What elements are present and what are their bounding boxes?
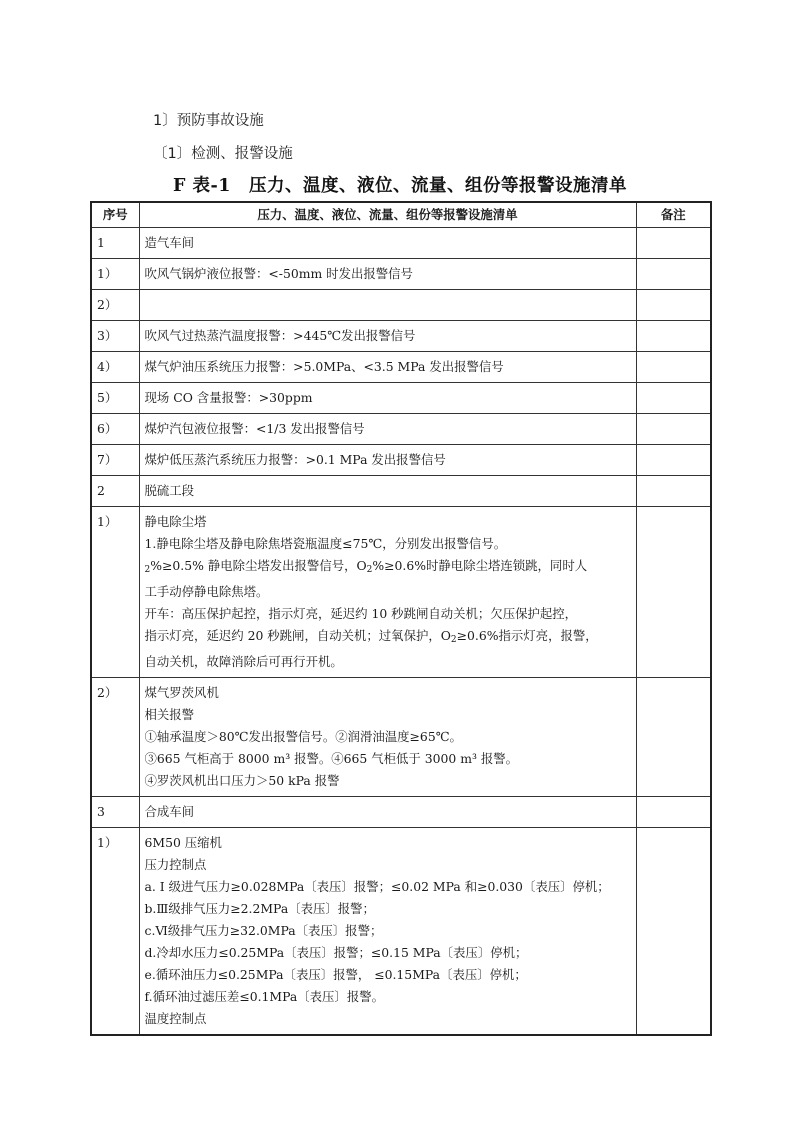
content-line: 煤炉汽包液位报警：<1/3 发出报警信号 bbox=[144, 421, 365, 436]
row-content bbox=[139, 678, 636, 797]
table-row bbox=[91, 678, 711, 797]
table-row bbox=[91, 228, 711, 259]
content-line: 工手动停静电除焦塔。 bbox=[144, 584, 269, 599]
table-row bbox=[91, 445, 711, 476]
table-row bbox=[91, 507, 711, 678]
content-text: ≥0.6%指示灯亮，报警， bbox=[456, 628, 598, 643]
header-no: 序号 bbox=[91, 202, 139, 228]
row-content bbox=[139, 445, 636, 476]
row-remarks bbox=[636, 290, 711, 321]
row-remarks bbox=[636, 228, 711, 259]
content-line: ①轴承温度＞80℃发出报警信号。②润滑油温度≥65℃。 bbox=[144, 729, 462, 744]
content-line: 吹风气锅炉液位报警：<-50mm 时发出报警信号 bbox=[144, 266, 413, 281]
row-number: 3） bbox=[91, 321, 139, 352]
table-row bbox=[91, 414, 711, 445]
content-line: 1.静电除尘塔及静电除焦塔瓷瓶温度≤75℃，分别发出报警信号。 bbox=[144, 536, 507, 551]
content-line: 自动关机，故障消除后可再行开机。 bbox=[144, 654, 343, 669]
content-line: ④罗茨风机出口压力＞50 kPa 报警 bbox=[144, 773, 340, 788]
content-line: 6M50 压缩机 bbox=[144, 835, 222, 850]
content-line: 现场 CO 含量报警：>30ppm bbox=[144, 390, 313, 405]
content-text: %≥0.5% 静电除尘塔发出报警信号，O bbox=[150, 558, 367, 573]
subscript: 2 bbox=[144, 565, 151, 575]
content-line: 相关报警 bbox=[144, 707, 195, 722]
row-remarks bbox=[636, 352, 711, 383]
content-text: 指示灯亮，延迟约 20 秒跳闸，自动关机；过氧保护，O bbox=[144, 628, 451, 643]
content-line: d.冷却水压力≤0.25MPa〔表压〕报警；≤0.15 MPa〔表压〕停机； bbox=[144, 945, 528, 960]
content-line: 开车：高压保护起控，指示灯亮，延迟约 10 秒跳闸自动关机；欠压保护起控， bbox=[144, 606, 578, 621]
row-remarks bbox=[636, 678, 711, 797]
row-content bbox=[139, 290, 636, 321]
content-line: c.Ⅵ级排气压力≥32.0MPa〔表压〕报警； bbox=[144, 923, 383, 938]
row-number: 2） bbox=[91, 678, 139, 797]
row-remarks bbox=[636, 507, 711, 678]
row-number: 1） bbox=[91, 828, 139, 1036]
row-number: 1 bbox=[91, 228, 139, 259]
row-content bbox=[139, 259, 636, 290]
row-number: 6） bbox=[91, 414, 139, 445]
row-number: 3 bbox=[91, 797, 139, 828]
content-line: 造气车间 bbox=[144, 235, 195, 250]
row-remarks bbox=[636, 259, 711, 290]
row-remarks bbox=[636, 828, 711, 1036]
content-line: 煤气炉油压系统压力报警：>5.0MPa、<3.5 MPa 发出报警信号 bbox=[144, 359, 504, 374]
section-heading-prevention: 1〕预防事故设施 bbox=[153, 113, 264, 129]
content-line: b.Ⅲ级排气压力≥2.2MPa〔表压〕报警； bbox=[144, 901, 375, 916]
row-content bbox=[139, 797, 636, 828]
section-heading-detection: 〔1〕检测、报警设施 bbox=[153, 146, 293, 162]
row-content bbox=[139, 507, 636, 678]
row-remarks bbox=[636, 445, 711, 476]
content-line: e.循环油压力≤0.25MPa〔表压〕报警， ≤0.15MPa〔表压〕停机； bbox=[144, 967, 527, 982]
content-line: 静电除尘塔 bbox=[144, 514, 207, 529]
row-remarks bbox=[636, 476, 711, 507]
alarm-facilities-table bbox=[90, 201, 712, 1036]
content-line: 合成车间 bbox=[144, 804, 195, 819]
content-line: f.循环油过滤压差≤0.1MPa〔表压〕报警。 bbox=[144, 989, 384, 1004]
row-content bbox=[139, 228, 636, 259]
content-line: ③665 气柜高于 8000 m³ 报警。④665 气柜低于 3000 m³ 报警。 bbox=[144, 751, 519, 766]
row-remarks bbox=[636, 414, 711, 445]
header-content: 压力、温度、液位、流量、组份等报警设施清单 bbox=[139, 202, 636, 228]
row-content bbox=[139, 352, 636, 383]
subscript: 2 bbox=[450, 635, 457, 645]
row-number: 7） bbox=[91, 445, 139, 476]
row-number: 1） bbox=[91, 507, 139, 678]
content-line: 脱硫工段 bbox=[144, 483, 195, 498]
row-content bbox=[139, 414, 636, 445]
content-line: a. Ⅰ 级进气压力≥0.028MPa〔表压〕报警；≤0.02 MPa 和≥0.030〔表压〕停机； bbox=[144, 879, 610, 894]
content-line: 吹风气过热蒸汽温度报警：>445℃发出报警信号 bbox=[144, 328, 416, 343]
row-number: 5） bbox=[91, 383, 139, 414]
table-row bbox=[91, 290, 711, 321]
table-row bbox=[91, 828, 711, 1036]
row-remarks bbox=[636, 383, 711, 414]
row-number: 1） bbox=[91, 259, 139, 290]
row-content bbox=[139, 476, 636, 507]
content-line bbox=[145, 555, 631, 581]
row-content bbox=[139, 383, 636, 414]
row-content bbox=[139, 321, 636, 352]
content-line bbox=[145, 294, 631, 316]
table-row bbox=[91, 259, 711, 290]
subscript: 2 bbox=[366, 565, 373, 575]
content-line: 压力控制点 bbox=[144, 857, 207, 872]
table-title: F 表-1 压力、温度、液位、流量、组份等报警设施清单 bbox=[173, 176, 627, 196]
row-number: 4） bbox=[91, 352, 139, 383]
header-remarks: 备注 bbox=[636, 202, 711, 228]
content-text: %≥0.6%时静电除尘塔连锁跳，同时人 bbox=[372, 558, 588, 573]
row-remarks bbox=[636, 797, 711, 828]
content-line: 温度控制点 bbox=[144, 1011, 207, 1026]
table-row bbox=[91, 321, 711, 352]
table-row bbox=[91, 383, 711, 414]
table-row bbox=[91, 476, 711, 507]
table-row bbox=[91, 797, 711, 828]
row-number: 2） bbox=[91, 290, 139, 321]
content-line bbox=[145, 625, 631, 651]
row-remarks bbox=[636, 321, 711, 352]
content-line: 煤炉低压蒸汽系统压力报警：>0.1 MPa 发出报警信号 bbox=[144, 452, 446, 467]
table-row bbox=[91, 352, 711, 383]
row-content bbox=[139, 828, 636, 1036]
row-number: 2 bbox=[91, 476, 139, 507]
content-line: 煤气罗茨风机 bbox=[144, 685, 219, 700]
table-header-row bbox=[91, 202, 711, 228]
